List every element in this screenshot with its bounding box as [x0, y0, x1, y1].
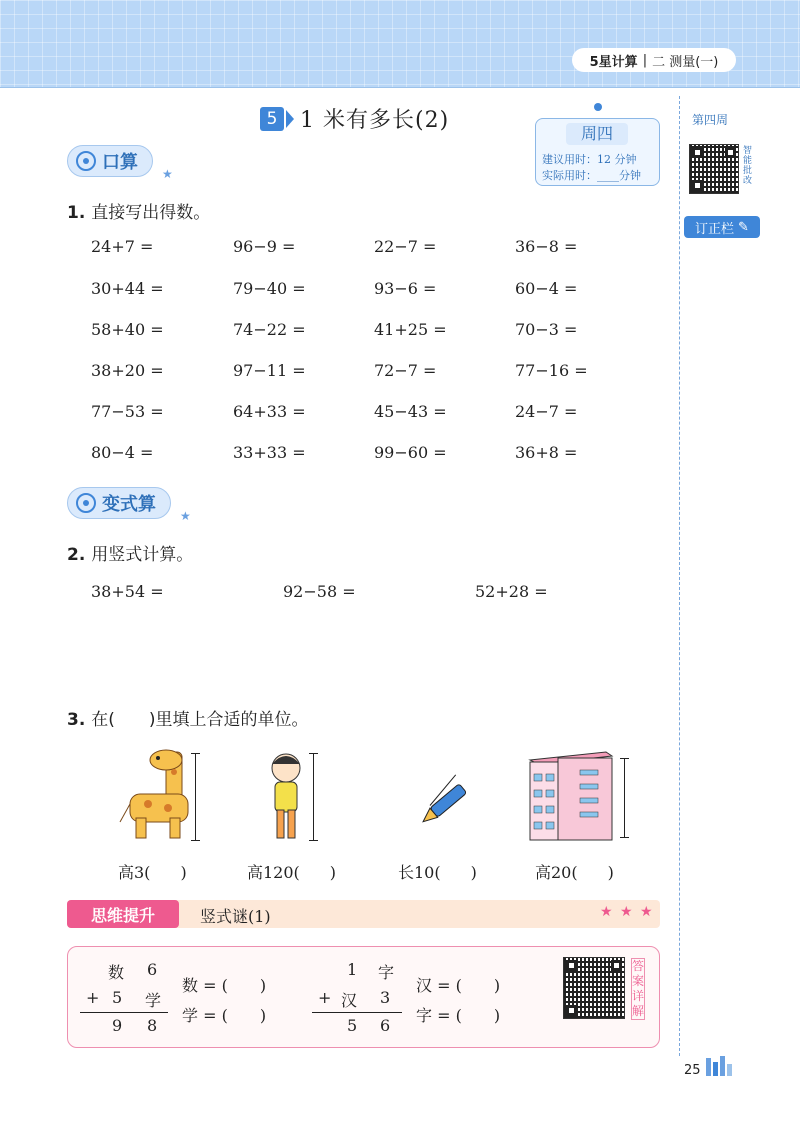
caption-close: ) — [470, 863, 477, 882]
q1-equation: 36+8 = — [515, 443, 578, 462]
series-label: 5星计算 — [589, 54, 638, 70]
lesson-title — [260, 103, 449, 134]
height-marker — [313, 753, 314, 841]
q2-text: 用竖式计算。 — [91, 545, 194, 565]
q1-equation: 60−4 = — [515, 279, 578, 298]
week-label: 第四周 — [692, 113, 729, 127]
q1-equation: 80−4 = — [91, 443, 154, 462]
answer-field[interactable]: 学 = ( ) — [182, 1006, 267, 1025]
q1-number: 1. — [67, 203, 86, 223]
answer-qr-icon[interactable] — [563, 957, 625, 1019]
q1-text: 直接写出得数。 — [91, 203, 211, 223]
correction-tag — [684, 216, 760, 238]
q1-equation: 33+33 = — [233, 443, 306, 462]
q1-equation: 24−7 = — [515, 402, 578, 421]
caption-text: 长10( — [398, 863, 441, 882]
q1-equation: 77−53 = — [91, 402, 164, 421]
thinking-tag: 思维提升 — [67, 900, 179, 928]
q1-equation: 93−6 = — [374, 279, 437, 298]
header-tag — [572, 48, 736, 72]
pin-icon — [594, 103, 602, 111]
puzzle-digit: 3 — [380, 988, 391, 1007]
sum-line — [80, 1012, 168, 1013]
q1-equation: 97−11 = — [233, 361, 306, 380]
caption-building — [535, 860, 614, 883]
building-illustration — [526, 750, 616, 842]
pencil-icon: ✎ — [738, 219, 749, 235]
header-band — [0, 0, 800, 88]
question-3 — [67, 705, 309, 730]
child-illustration — [266, 750, 306, 845]
answer-field[interactable]: 汉 = ( ) — [416, 976, 501, 995]
puzzle-digit: 9 — [112, 1016, 123, 1035]
puzzle-digit: 5 — [112, 988, 123, 1007]
height-marker — [195, 753, 196, 841]
q1-equation: 72−7 = — [374, 361, 437, 380]
q1-equation: 79−40 = — [233, 279, 306, 298]
star-icon: ★ — [162, 167, 173, 181]
puzzle-digit: 5 — [347, 1016, 358, 1035]
answer-side-label: 答案详解 — [632, 959, 645, 1018]
separator: | — [642, 52, 648, 68]
height-marker — [624, 758, 625, 838]
q1-equation: 38+20 = — [91, 361, 164, 380]
q1-equation: 30+44 = — [91, 279, 164, 298]
q1-equation: 96−9 = — [233, 237, 296, 256]
caption-giraffe — [118, 860, 187, 883]
q2-number: 2. — [67, 545, 86, 565]
q1-equation: 45−43 = — [374, 402, 447, 421]
star-icon: ★ — [640, 904, 653, 920]
q3-text: 在( )里填上合适的单位。 — [91, 710, 309, 730]
puzzle-digit: 汉 — [341, 991, 358, 1010]
puzzle-operator: + — [318, 988, 332, 1007]
q1-equation: 74−22 = — [233, 320, 306, 339]
target-icon — [76, 493, 96, 513]
caption-text: 高120( — [247, 863, 300, 882]
q3-number: 3. — [67, 710, 86, 730]
page-number: 25 — [684, 1063, 701, 1078]
puzzle-digit: 6 — [380, 1016, 391, 1035]
stopwatch-icon — [76, 151, 96, 171]
q1-equation: 64+33 = — [233, 402, 306, 421]
puzzle-operator: + — [86, 988, 100, 1007]
suggested-time: 建议用时：12 分钟 — [542, 153, 637, 166]
q2-item: 38+54 = — [91, 582, 164, 601]
q1-equation: 58+40 = — [91, 320, 164, 339]
caption-close: ) — [607, 863, 614, 882]
qr-side-label: 智能批改 — [742, 146, 752, 186]
puzzle-digit: 1 — [347, 960, 358, 979]
q2-item: 92−58 = — [283, 582, 356, 601]
caption-close: ) — [329, 863, 337, 882]
star-icon: ★ — [600, 904, 613, 920]
thinking-subtitle: 竖式谜(1) — [200, 907, 271, 926]
star-icon: ★ — [620, 904, 633, 920]
section-oral-label: 口算 — [102, 152, 138, 173]
actual-time: 实际用时：____分钟 — [542, 169, 641, 182]
sum-line — [312, 1012, 402, 1013]
puzzle-digit: 8 — [147, 1016, 158, 1035]
q2-item: 52+28 = — [475, 582, 548, 601]
q1-equation: 70−3 = — [515, 320, 578, 339]
section-variant-label: 变式算 — [102, 494, 156, 515]
caption-text: 高20( — [535, 863, 578, 882]
answer-field[interactable]: 数 = ( ) — [182, 976, 267, 995]
q1-equation: 99−60 = — [374, 443, 447, 462]
qr-code-icon[interactable] — [689, 144, 739, 194]
books-icon — [706, 1056, 732, 1076]
lesson-title-text: 1 米有多长(2) — [300, 108, 450, 133]
puzzle-digit: 数 — [108, 963, 125, 982]
q1-equation: 36−8 = — [515, 237, 578, 256]
unit-label: 二 测量(一) — [652, 54, 719, 70]
pen-illustration — [418, 775, 468, 835]
caption-pen — [398, 860, 477, 883]
question-2 — [67, 540, 193, 565]
lesson-number: 5 — [260, 107, 284, 131]
weekday: 周四 — [566, 123, 628, 145]
section-oral — [67, 145, 153, 177]
time-box — [535, 118, 660, 186]
star-icon: ★ — [180, 509, 191, 523]
q1-equation: 41+25 = — [374, 320, 447, 339]
correction-label: 订正栏 — [695, 221, 735, 237]
answer-field[interactable]: 字 = ( ) — [416, 1006, 501, 1025]
q1-equation: 24+7 = — [91, 237, 154, 256]
section-variant — [67, 487, 171, 519]
question-1 — [67, 198, 210, 223]
puzzle-digit: 6 — [147, 960, 158, 979]
q1-equation: 77−16 = — [515, 361, 588, 380]
puzzle-digit: 字 — [378, 963, 395, 982]
margin-divider — [679, 96, 680, 1056]
caption-child — [247, 860, 336, 883]
caption-close: ) — [180, 863, 187, 882]
q1-equation: 22−7 = — [374, 237, 437, 256]
caption-text: 高3( — [118, 863, 151, 882]
puzzle-digit: 学 — [145, 991, 162, 1010]
